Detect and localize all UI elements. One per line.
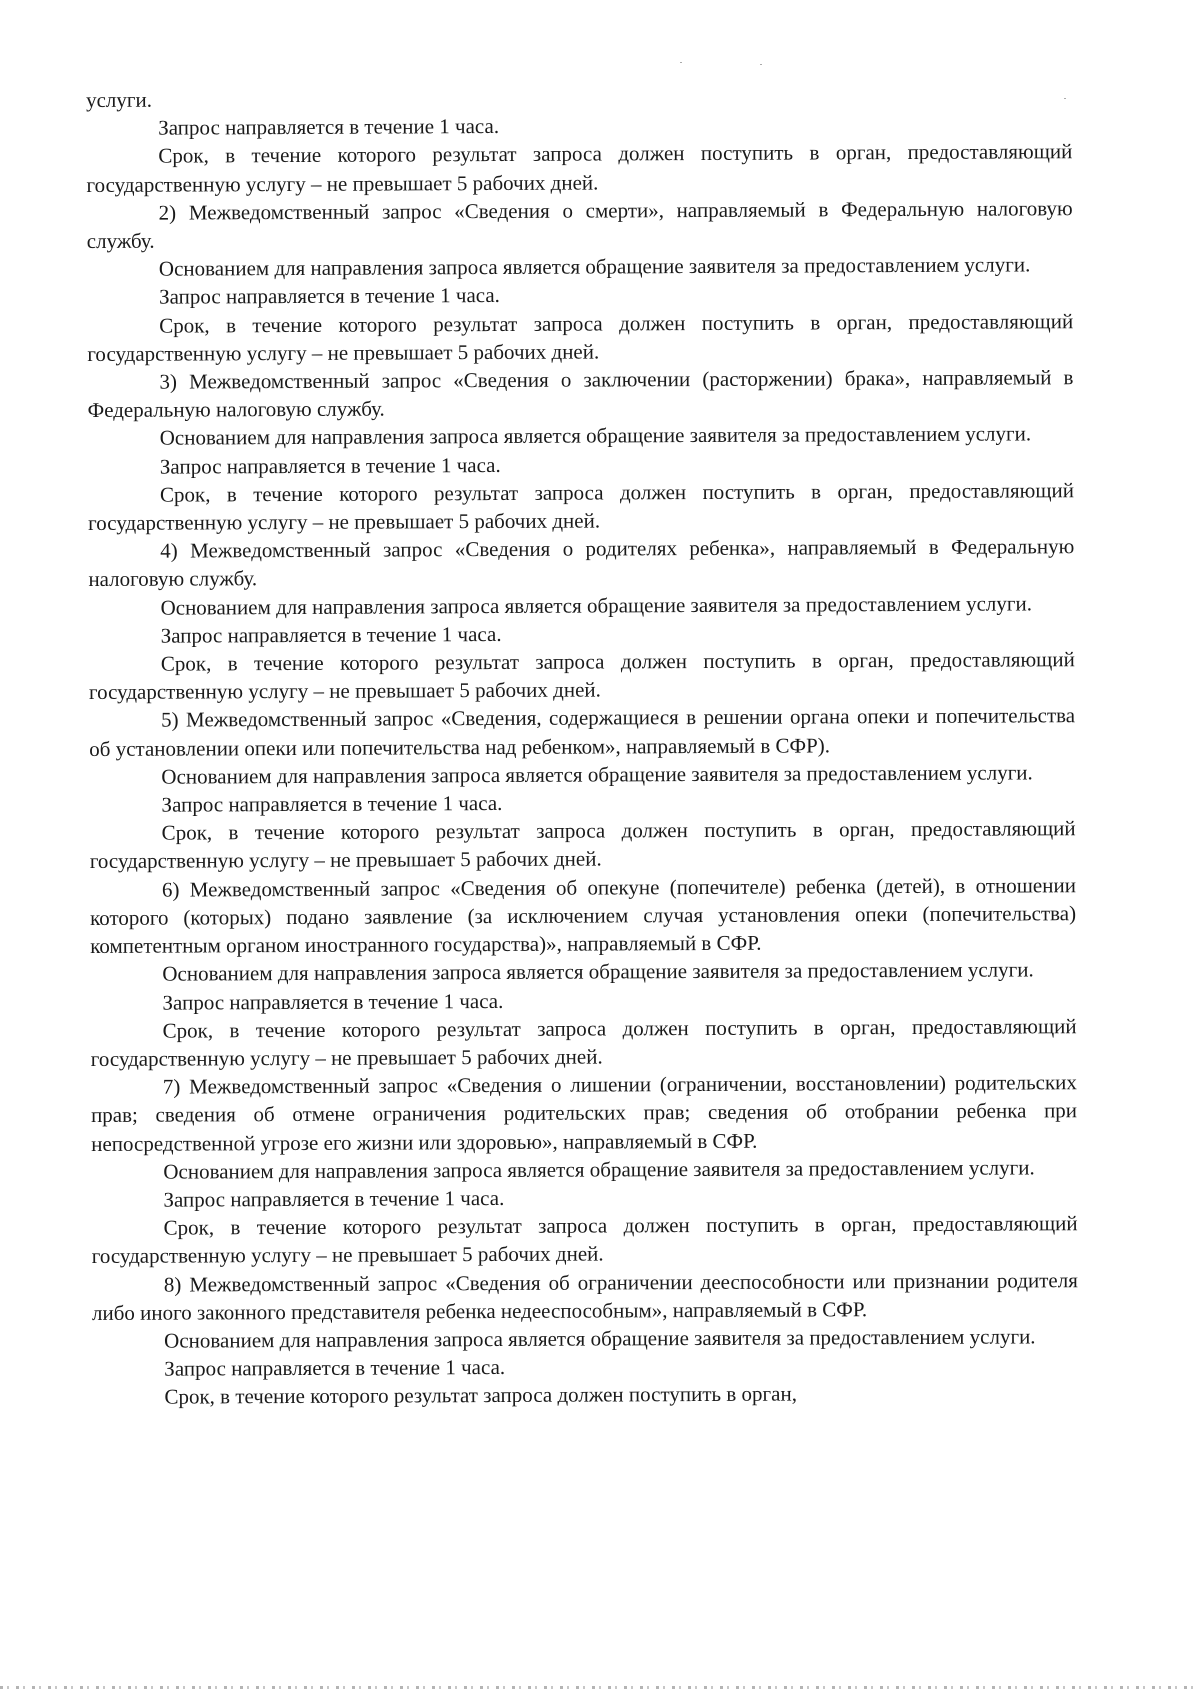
- paragraph: Основанием для направления запроса является обращение заявителя за предоставлением услуги.: [159, 421, 1032, 451]
- paragraph: 8) Межведомственный запрос «Сведения об ограничении дееспособности или признании родителя либо иного законного представителя ребенка недееспособным», направляемый в СФР.: [91, 1267, 1078, 1325]
- paragraph: 4) Межведомственный запрос «Сведения о родителях ребенка», направляемый в Федеральную налоговую службу.: [88, 534, 1075, 592]
- paragraph: Запрос направляется в течение 1 часа.: [163, 1185, 505, 1212]
- paragraph: 2) Межведомственный запрос «Сведения о смерти», направляемый в Федеральную налоговую службу.: [86, 195, 1073, 254]
- scan-bottom-edge: [0, 1686, 1200, 1689]
- paragraph: Срок, в течение которого результат запроса должен поступить в орган, предоставляющий государственную услугу – не превышает 5 рабочих дней.: [89, 816, 1076, 874]
- scan-speck: [680, 62, 682, 63]
- paragraph: Основанием для направления запроса является обращение заявителя за предоставлением услуги.: [162, 957, 1034, 986]
- paragraph: Запрос направляется в течение 1 часа.: [164, 1355, 506, 1381]
- paragraph: Запрос направляется в течение 1 часа.: [161, 791, 503, 817]
- paragraph: Запрос направляется в течение 1 часа.: [158, 283, 500, 310]
- paragraph: 6) Межведомственный запрос «Сведения об опекуне (попечителе) ребенка (детей), в отношении которого (которых) подано заявление (за исключением случая установления опеки (попечительства) компетентным органом иностранного государства)», направляемый в СФР.: [90, 872, 1077, 959]
- paragraph: Срок, в течение которого результат запроса должен поступить в орган, предоставляющий государственную услугу – не превышает 5 рабочих дней.: [87, 308, 1074, 366]
- paragraph: услуги.: [86, 87, 153, 112]
- paragraph: 5) Межведомственный запрос «Сведения, содержащиеся в решении органа опеки и попечительства об установлении опеки или попечительства над ребенком», направляемый в СФР).: [89, 703, 1076, 761]
- document-body: [86, 81, 1078, 1411]
- paragraph: Запрос направляется в течение 1 часа.: [158, 114, 500, 140]
- paragraph: Срок, в течение которого результат запроса должен поступить в орган, предоставляющий государственную услугу – не превышает 5 рабочих дней.: [91, 1211, 1078, 1269]
- paragraph: Запрос направляется в течение 1 часа.: [159, 452, 501, 479]
- paragraph: Срок, в течение которого результат запроса должен поступить в орган, предоставляющий государственную услугу – не превышает 5 рабочих дней.: [86, 139, 1073, 197]
- paragraph: Основанием для направления запроса является обращение заявителя за предоставлением услуги.: [160, 591, 1033, 620]
- paragraph: 7) Межведомственный запрос «Сведения о лишении (ограничении, восстановлении) родительских прав; сведения об отмене ограничения родительских прав; сведения об отобрании ребенка при непосредственной угрозе его жизни или здоровью», направляемый в СФР.: [90, 1070, 1078, 1156]
- paragraph: Основанием для направления запроса является обращение заявителя за предоставлением услуги.: [163, 1155, 1035, 1184]
- paragraph: Запрос направляется в течение 1 часа.: [160, 621, 502, 648]
- paragraph: Основанием для направления запроса является обращение заявителя за предоставлением услуги.: [161, 760, 1033, 789]
- paragraph: Основанием для направления запроса является обращение заявителя за предоставлением услуги.: [164, 1324, 1036, 1353]
- paragraph: Срок, в течение которого результат запроса должен поступить в орган, предоставляющий государственную услугу – не превышает 5 рабочих дней.: [90, 1013, 1077, 1071]
- paragraph: Запрос направляется в течение 1 часа.: [162, 988, 504, 1015]
- paragraph: Срок, в течение которого результат запроса должен поступить в орган, предоставляющий государственную услугу – не превышает 5 рабочих дней.: [88, 647, 1075, 705]
- scan-speck: [760, 64, 762, 65]
- paragraph: Срок, в течение которого результат запроса должен поступить в орган,: [164, 1381, 797, 1409]
- paragraph: 3) Межведомственный запрос «Сведения о заключении (расторжении) брака», направляемый в Федеральную налоговую службу.: [87, 365, 1074, 423]
- scan-speck: [1064, 98, 1066, 99]
- paragraph: Срок, в течение которого результат запроса должен поступить в орган, предоставляющий государственную услугу – не превышает 5 рабочих дней.: [88, 478, 1075, 536]
- paragraph: Основанием для направления запроса является обращение заявителя за предоставлением услуги.: [158, 252, 1031, 281]
